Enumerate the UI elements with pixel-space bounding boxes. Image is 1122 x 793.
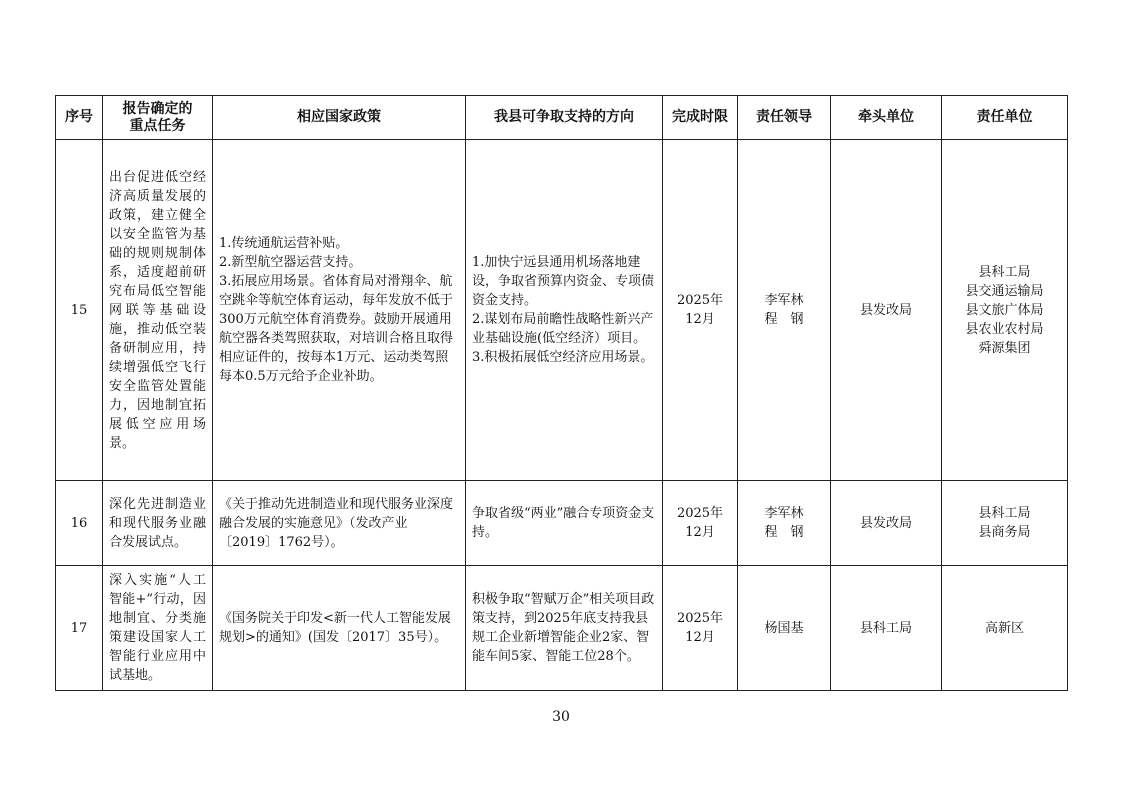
header-support-direction: 我县可争取支持的方向 [466, 96, 663, 140]
policy-line: 3.拓展应用场景。省体育局对滑翔伞、航空跳伞等航空体育运动，每年发放不低于300万元航空体育消费券。鼓励开展通用航空器各类驾照获取，对培训合格且取得相应证件的，按每本1万元、运动类驾照每本0.5万元给予企业补助。 [219, 274, 454, 384]
row-support-direction [466, 140, 663, 481]
row-serial: 15 [56, 140, 103, 481]
row-deadline [663, 566, 738, 691]
policy-line: 《关于推动先进制造业和现代服务业深度融合发展的实施意见》（发改产业〔2019〕1762号）。 [219, 496, 454, 550]
row-responsible-units [942, 481, 1068, 566]
responsible-unit: 县农业农村局 [965, 321, 1044, 337]
row-deadline [663, 140, 738, 481]
leader-name: 李军林 [764, 506, 804, 521]
row-national-policy [213, 566, 466, 691]
row-responsible-units [942, 566, 1068, 691]
header-key-task-line-1: 报告确定的 [122, 100, 193, 117]
row-serial: 16 [56, 481, 103, 566]
policy-line: 1.传统通航运营补贴。 [219, 236, 349, 251]
deadline-month: 12月 [685, 525, 715, 540]
leader-name: 程 钢 [764, 312, 804, 327]
deadline-year: 2025年 [676, 611, 724, 626]
deadline-month: 12月 [685, 630, 715, 645]
table-row [56, 481, 1068, 566]
header-serial: 序号 [56, 96, 103, 140]
row-responsible-leader [738, 481, 831, 566]
policy-line: 《国务院关于印发<新一代人工智能发展规划>的通知》(国发〔2017〕35号）。 [219, 611, 451, 645]
leader-name: 杨国基 [764, 620, 804, 636]
row-responsible-leader [738, 566, 831, 691]
direction-line: 2.谋划布局前瞻性战略性新兴产业基础设施(低空经济）项目。 [472, 312, 654, 346]
deadline-year: 2025年 [676, 506, 724, 521]
direction-line: 1.加快宁远县通用机场落地建设，争取省预算内资金、专项债资金支持。 [472, 255, 655, 308]
leader-name: 李军林 [764, 293, 804, 308]
row-key-task: 出台促进低空经济高质量发展的政策，建立健全以安全监管为基础的规则规制体系，适度超前研究布局低空智能网联等基础设施，推动低空装备研制应用，持续增强低空飞行安全监管处置能力，因地制宜拓展低空应用场景。 [103, 140, 213, 481]
direction-line: 积极争取“智赋万企”相关项目政策支持，到2025年底支持我县规工企业新增智能企业2家、智能车间5家、智能工位28个。 [472, 592, 655, 664]
leader-name: 程 钢 [764, 525, 804, 540]
direction-line: 争取省级“两业”融合专项资金支持。 [472, 506, 655, 540]
responsible-unit: 县文旅广体局 [965, 302, 1044, 318]
row-lead-unit: 县发改局 [831, 140, 942, 481]
deadline-year: 2025年 [676, 293, 724, 308]
responsible-unit: 县交通运输局 [965, 283, 1044, 299]
header-lead-unit: 牵头单位 [831, 96, 942, 140]
deadline-month: 12月 [685, 312, 715, 327]
header-national-policy: 相应国家政策 [213, 96, 466, 140]
row-deadline [663, 481, 738, 566]
policy-line: 2.新型航空器运营支持。 [219, 255, 362, 270]
row-responsible-leader [738, 140, 831, 481]
header-responsible-leader: 责任领导 [738, 96, 831, 140]
row-key-task: 深入实施“人工智能+”行动，因地制宜、分类施策建设国家人工智能行业应用中试基地。 [103, 566, 213, 691]
table-row [56, 566, 1068, 691]
row-responsible-units [942, 140, 1068, 481]
row-support-direction [466, 566, 663, 691]
row-national-policy [213, 481, 466, 566]
row-lead-unit: 县发改局 [831, 481, 942, 566]
row-national-policy [213, 140, 466, 481]
table-row [56, 140, 1068, 481]
header-key-task-line-2: 重点任务 [129, 117, 186, 134]
header-responsible-units: 责任单位 [942, 96, 1068, 140]
responsible-unit: 县商务局 [978, 525, 1031, 540]
responsible-unit: 县科工局 [978, 264, 1031, 280]
row-support-direction [466, 481, 663, 566]
row-lead-unit: 县科工局 [831, 566, 942, 691]
direction-line: 3.积极拓展低空经济应用场景。 [472, 350, 654, 365]
header-deadline: 完成时限 [663, 96, 738, 140]
responsible-unit: 县科工局 [978, 506, 1031, 521]
responsible-unit: 舜源集团 [978, 340, 1031, 356]
row-key-task: 深化先进制造业和现代服务业融合发展试点。 [103, 481, 213, 566]
responsible-unit: 高新区 [984, 620, 1024, 636]
header-key-task [103, 96, 213, 140]
policy-task-table [55, 95, 1068, 691]
table-header-row [56, 96, 1068, 140]
page-number: 30 [552, 709, 570, 725]
row-serial: 17 [56, 566, 103, 691]
